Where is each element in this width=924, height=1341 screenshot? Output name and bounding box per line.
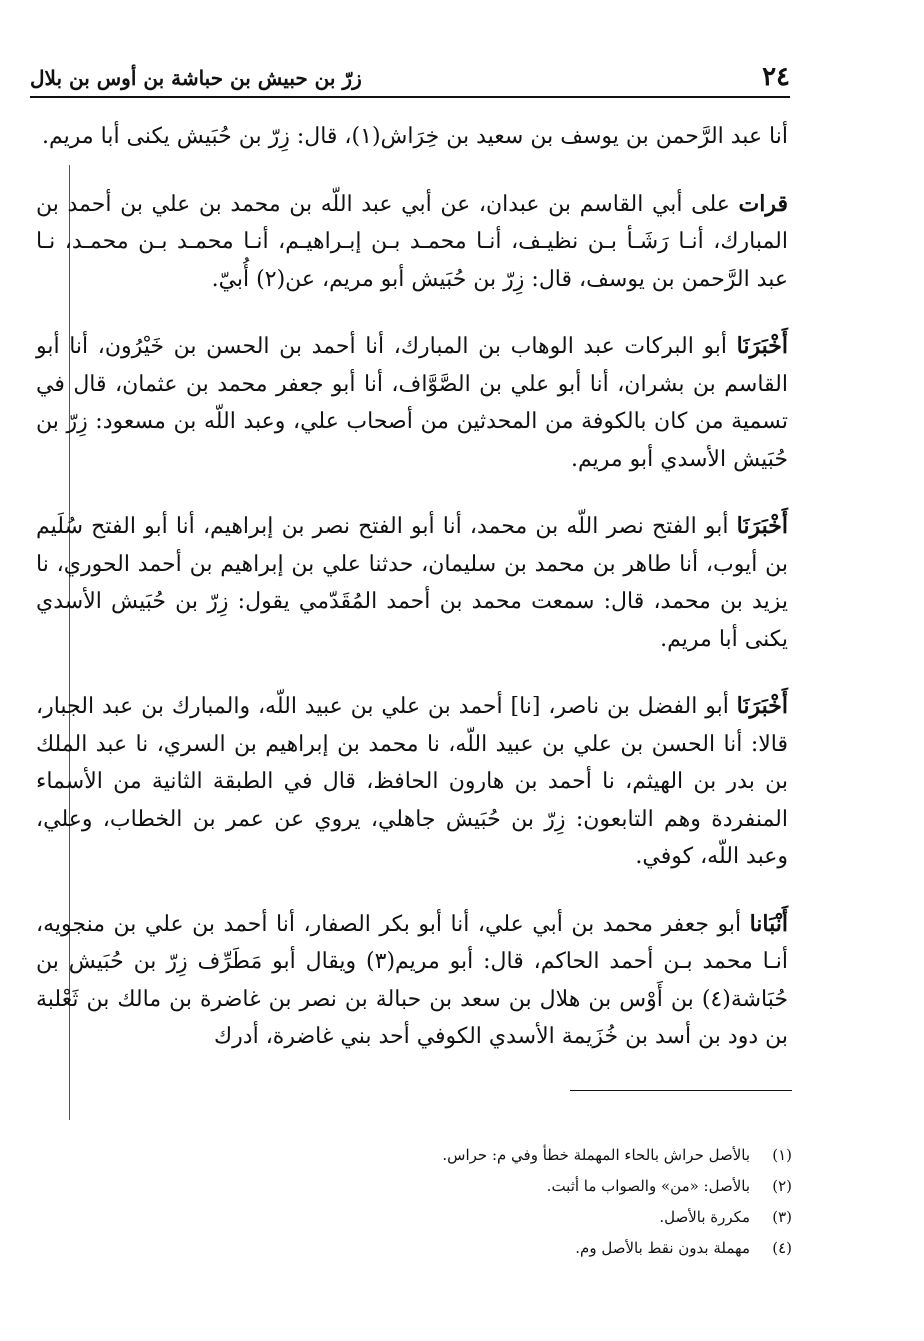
footnote-text: مهملة بدون نقط بالأصل وم. — [575, 1239, 750, 1257]
footnote — [200, 1233, 792, 1264]
paragraph-text: أبو الفضل بن ناصر، [نا] أحمد بن علي بن عبيد اللّه، والمبارك بن عبد الجبار، قالا: أنا الحسن بن علي بن عبيد اللّه، نا محمد بن إبراهيم بن السري، نا عبد الملك بن بدر بن الهيثم، نا أحمد بن هارون الحافظ، قال في الطبقة الثانية من الأسماء المنفردة وهم التابعون: زِرّ بن حُبَيش جاهلي، يروي عن عمر بن الخطاب، وعلي، وعبد اللّه، كوفي. — [36, 694, 788, 869]
footnote-number: (١) — [772, 1146, 792, 1164]
paragraph-text: أبو الفتح نصر اللّه بن محمد، أنا أبو الفتح نصر بن إبراهيم، أنا أبو الفتح سُلَيم بن أيوب، أنا طاهر بن محمد بن سليمان، حدثنا علي بن إبراهيم بن أحمد الحوري، نا يزيد بن محمد، قال: سمعت محمد بن أحمد المُقَدّمي يقول: زِرّ بن حُبَيش الأسدي يكنى أبا مريم. — [36, 514, 788, 652]
paragraph-5 — [36, 688, 788, 876]
paragraph-1 — [36, 118, 788, 156]
paragraph-lead: أَخْبَرَنَا — [736, 513, 788, 539]
paragraph-3 — [36, 328, 788, 478]
footnote — [200, 1171, 792, 1202]
footnote — [200, 1140, 792, 1171]
footnote-number: (٣) — [772, 1208, 792, 1226]
paragraph-lead: أَنْبَانا — [749, 910, 788, 937]
paragraph-text: أبو البركات عبد الوهاب بن المبارك، أنا أحمد بن الحسن بن خَيْرُون، أنا أبو القاسم بن بشران، أنا أبو علي بن الصَّوَّاف، أنا أبو جعفر محمد بن عثمان، قال في تسمية من كان بالكوفة من المحدثين من أصحاب علي، وعبد اللّه بن مسعود: زِرّ بن حُبَيش الأسدي أبو مريم. — [36, 334, 788, 472]
paragraph-lead: أَخْبَرَنَا — [736, 333, 788, 359]
paragraph-4 — [36, 508, 788, 658]
main-text — [36, 118, 788, 1086]
footnote-text: بالأصل: «من» والصواب ما أثبت. — [546, 1177, 750, 1195]
footnote-number: (٤) — [772, 1239, 792, 1257]
page-header — [30, 52, 790, 98]
footnote — [200, 1202, 792, 1233]
footnote-text: بالأصل حراش بالحاء المهملة خطأ وفي م: حراس. — [442, 1146, 750, 1164]
paragraph-lead: أَخْبَرَنَا — [736, 693, 788, 719]
footnote-number: (٢) — [772, 1177, 792, 1195]
paragraph-text: أنا عبد الرَّحمن بن يوسف بن سعيد بن خِرَاش(١)، قال: زِرّ بن حُبَيش يكنى أبا مريم. — [41, 124, 788, 149]
running-title: زرّ بن حبيش بن حباشة بن أوس بن بلال — [30, 66, 362, 90]
footnote-list — [200, 1140, 792, 1264]
page-number: ٢٤ — [762, 62, 790, 92]
paragraph-text: أبو جعفر محمد بن أبي علي، أنا أبو بكر الصفار، أنا أحمد بن علي بن منجويه، أنـا محمد بـن أحمد الحاكم، قال: أبو مريم(٣) ويقال أبو مَطَرِّف زِرّ بن حُبَيش بن حُبَاشة(٤) بن أَوْس بن هلال بن سعد بن حبالة بن نصر بن غاضرة بن مالك بن ثَعْلبة بن دود بن أسد بن خُزَيمة الأسدي الكوفي أحد بني غاضرة، أدرك — [36, 911, 788, 1049]
paragraph-2 — [36, 186, 788, 299]
paragraph-lead: قرات — [738, 190, 788, 217]
footnote-text: مكررة بالأصل. — [659, 1208, 750, 1226]
paragraph-6 — [36, 906, 788, 1056]
footnote-separator — [570, 1090, 792, 1091]
paragraph-text: على أبي القاسم بن عبدان، عن أبي عبد اللّه بن محمد بن علي بن أحمد بن المبارك، أنـا رَشَـأ بـن نظيـف، أنـا محمـد بـن إبـراهيـم، أنـا محمـد بـن محمـد، نـا عبد الرَّحمن بن يوسف، قال: زِرّ بن حُبَيش أبو مريم، عن(٢) أُبيّ. — [36, 191, 788, 292]
